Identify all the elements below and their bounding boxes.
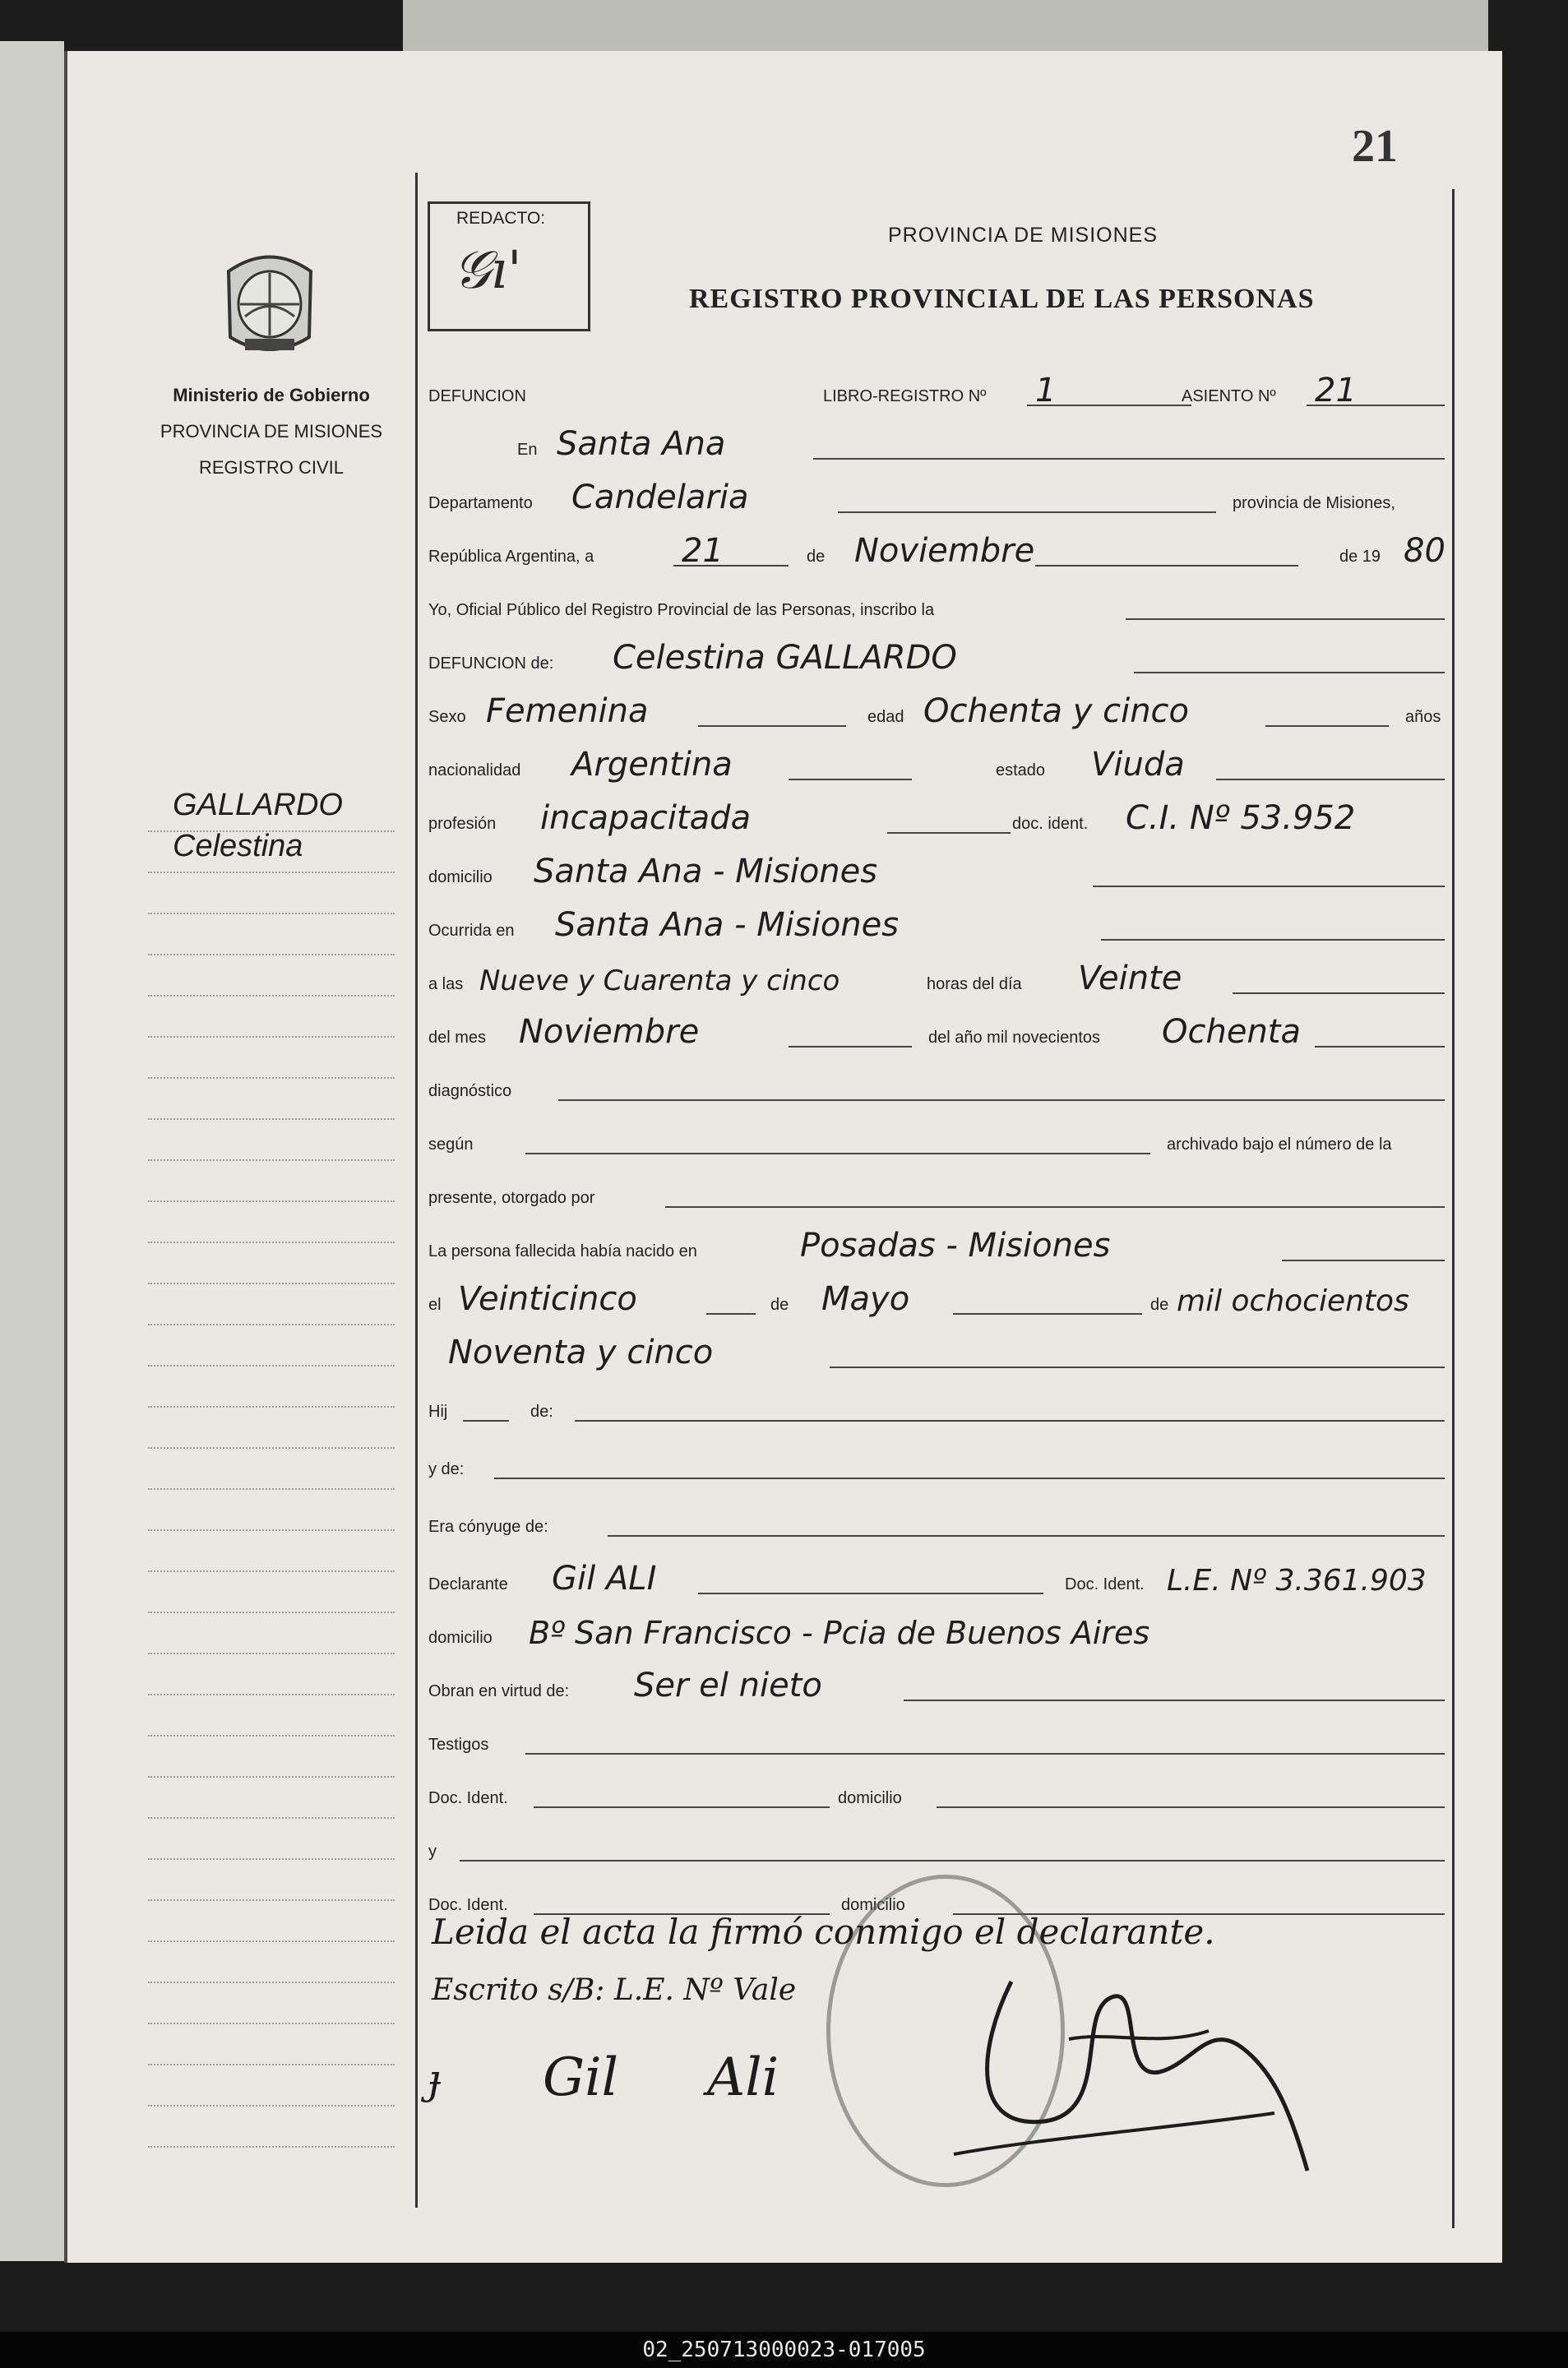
row-ocurrida [427,904,1450,947]
row-horas [427,958,1450,1001]
declarante-value: Gil ALI [552,1560,657,1598]
redacto-initials: 𝒢ı' [453,240,522,301]
nacionalidad-value: Argentina [571,746,733,784]
conyuge-label: Era cónyuge de: [428,1518,548,1536]
defuncion-de-label: DEFUNCION de: [428,654,554,673]
nac-mes-value: Mayo [821,1280,910,1318]
row-profesion [427,798,1450,840]
archivado-label: archivado bajo el número de la [1167,1135,1392,1154]
coat-of-arms-icon [220,247,319,362]
row-domicilio [427,851,1450,894]
row-diagnostico [427,1065,1450,1108]
de19-label: de 19 [1339,548,1381,566]
declarante-label: Declarante [428,1575,508,1593]
libro-value: 1 [1035,372,1057,409]
dia-value: 21 [682,532,724,570]
anos-label: años [1405,708,1441,726]
estado-value: Viuda [1091,746,1185,784]
signature-mark: ɟ [428,2056,441,2103]
row-nac-anio2 [427,1332,1450,1375]
closing-line-1: Leida el acta la firmó conmigo el declarante. [432,1912,1215,1952]
signature-declarante: Gil [543,2047,619,2108]
row-en [427,423,1450,466]
margin-name: Celestina [173,829,303,863]
domicilio-value: Santa Ana - Misiones [534,853,878,890]
nacionalidad-label: nacionalidad [428,761,521,779]
footer-identifier: 02_250713000023-017005 [0,2332,1568,2368]
horas-label: horas del día [927,975,1022,993]
row-hij [427,1385,1450,1428]
yde-label: y de: [428,1460,465,1478]
row-oficial [427,584,1450,627]
anio-value: 80 [1404,532,1445,570]
el-label: el [428,1296,442,1314]
redacto-box [428,201,590,331]
delmes-label: del mes [428,1029,487,1047]
row-decl-dom [427,1612,1450,1654]
hij-label: Hij [428,1403,448,1421]
row-segun [427,1118,1450,1161]
estado-label: estado [996,761,1046,779]
row-nacido [427,1225,1450,1268]
sexo-label: Sexo [428,708,466,726]
asiento-value: 21 [1315,372,1357,409]
closing-line-2: Escrito s/B: L.E. Nº Vale [432,1973,797,2007]
edad-value: Ochenta y cinco [923,692,1190,730]
horas-value: Nueve y Cuarenta y cinco [479,964,840,997]
row-delmes [427,1011,1450,1054]
nacido-label: La persona fallecida había nacido en [428,1242,697,1260]
row-yde [427,1443,1450,1486]
doc-label: doc. ident. [1012,815,1089,833]
en-label: En [517,441,538,459]
row-testigos [427,1718,1450,1761]
profesion-value: incapacitada [540,799,752,837]
row-nac-fecha [427,1279,1450,1321]
decl-dom-value: Bº San Francisco - Pcia de Buenos Aires [529,1615,1150,1651]
republica-label: República Argentina, a [428,548,594,566]
testigos-label: Testigos [428,1736,489,1754]
province-heading: PROVINCIA DE MISIONES [888,224,1159,247]
doc1-label: Doc. Ident. [428,1789,508,1807]
signature-ali: Ali [707,2047,779,2108]
dom1-label: domicilio [838,1789,902,1807]
row-y [427,1825,1450,1868]
row-defuncion-de [427,637,1450,680]
asiento-label: ASIENTO Nº [1182,387,1276,405]
frame-right-line [1452,189,1455,2228]
frame-left-line [415,173,418,2208]
defuncion-de-value: Celestina GALLARDO [613,639,957,677]
libro-label: LIBRO-REGISTRO Nº [823,387,987,405]
registry-title: REGISTRO PROVINCIAL DE LAS PERSONAS [689,284,1315,314]
row-sexo [427,691,1450,733]
binding-strip [0,41,64,2261]
delanio-label: del año mil novecientos [928,1029,1101,1047]
presente-label: presente, otorgado por [428,1189,595,1207]
obran-value: Ser el nieto [634,1667,822,1704]
dia-texto-value: Veinte [1078,960,1182,997]
oficial-text: Yo, Oficial Público del Registro Provincial de las Personas, inscribo la [428,601,935,619]
nac-anio1-value: mil ochocientos [1177,1284,1409,1318]
hij-de-label: de: [530,1403,553,1421]
nac-anio2-value: Noventa y cinco [448,1334,714,1371]
official-signature-icon [946,1949,1332,2195]
de-label: de [807,548,826,566]
alas-label: a las [428,975,464,993]
sexo-value: Femenina [486,692,649,730]
row-libro [427,370,1450,413]
nac-de2-label: de [1150,1296,1169,1314]
nac-dia-value: Veinticinco [458,1280,637,1318]
registry-label: REGISTRO CIVIL [198,457,345,478]
y-label: y [428,1843,437,1861]
page-top-shadow [403,0,1488,51]
row-nacionalidad [427,744,1450,787]
decl-dom-label: domicilio [428,1629,493,1647]
departamento-label: Departamento [428,494,533,512]
provincia-label: provincia de Misiones, [1233,494,1395,512]
profesion-label: profesión [428,815,497,833]
row-fecha [427,530,1450,573]
margin-surname: GALLARDO [173,788,343,822]
redacto-label: REDACTO: [456,209,546,228]
ocurrida-label: Ocurrida en [428,922,515,940]
mes-value: Noviembre [854,532,1035,570]
segun-label: según [428,1135,474,1154]
edad-label: edad [867,708,904,726]
row-declarante [427,1558,1450,1601]
nac-de-label: de [770,1296,789,1314]
ocurrida-value: Santa Ana - Misiones [555,906,900,944]
departamento-value: Candelaria [571,479,749,516]
page-number: 21 [1352,121,1398,172]
doc-value: C.I. Nº 53.952 [1126,799,1356,837]
row-doc1 [427,1772,1450,1815]
delmes-value: Noviembre [519,1013,700,1051]
domicilio-label: domicilio [428,868,493,886]
obran-label: Obran en virtud de: [428,1682,570,1700]
diagnostico-label: diagnóstico [428,1082,512,1100]
row-departamento [427,477,1450,520]
delanio-value: Ochenta [1162,1013,1301,1051]
row-presente [427,1172,1450,1214]
nacido-value: Posadas - Misiones [800,1227,1111,1265]
row-obran [427,1665,1450,1708]
dom2-label: domicilio [841,1896,905,1914]
defuncion-type-label: DEFUNCION [428,387,526,405]
province-label-left: PROVINCIA DE MISIONES [160,421,383,442]
doc2-label: Doc. Ident. [428,1896,508,1914]
ministry-label: Ministerio de Gobierno [173,385,370,405]
row-conyuge [427,1501,1450,1543]
decl-doc-label: Doc. Ident. [1065,1575,1145,1593]
decl-doc-value: L.E. Nº 3.361.903 [1167,1564,1427,1598]
en-value: Santa Ana [557,425,726,463]
